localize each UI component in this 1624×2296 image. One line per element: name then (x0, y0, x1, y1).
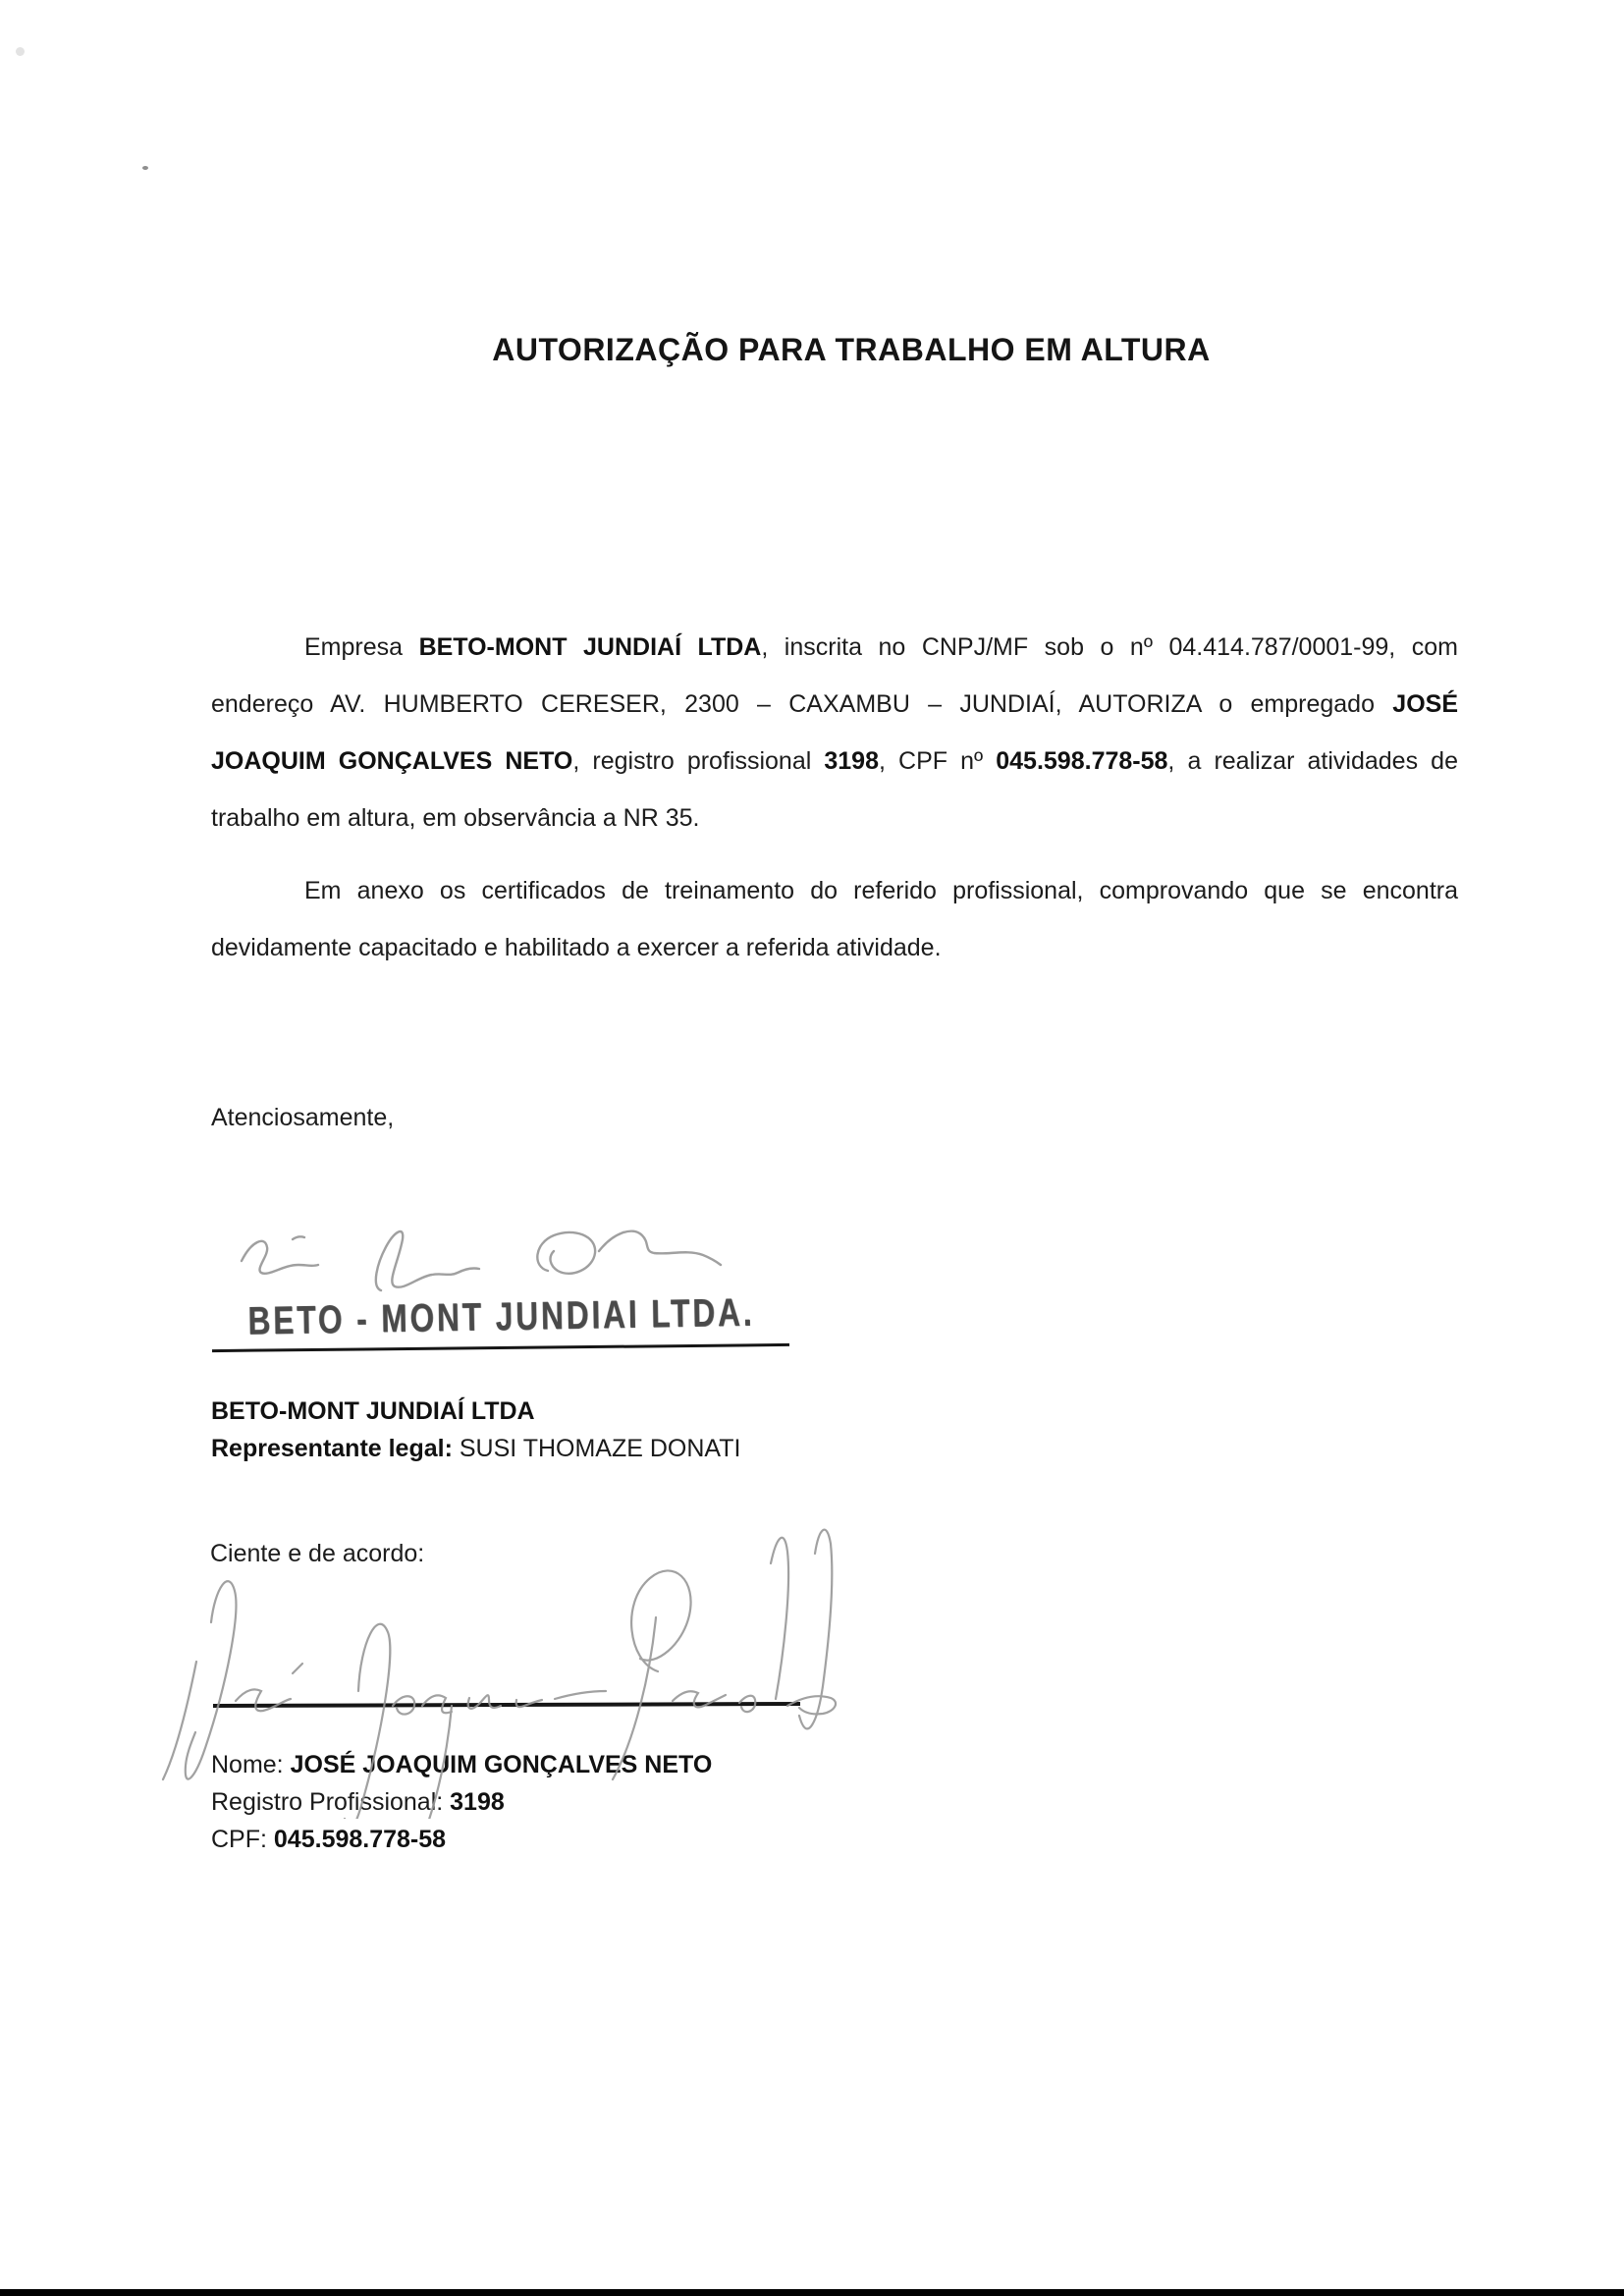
paragraph-line: Empresa BETO-MONT JUNDIAÍ LTDA, inscrita no CNPJ/MF sob o nº 04.414.787/0001-99, com (304, 633, 1458, 661)
name-value: JOSÉ JOAQUIM GONÇALVES NETO (290, 1751, 713, 1778)
legal-representative-label: Representante legal: (211, 1435, 453, 1462)
scan-artifact-speck (16, 47, 25, 56)
company-stamp: BETO - MONT JUNDIAI LTDA. (247, 1288, 755, 1343)
cpf-value: 045.598.778-58 (273, 1826, 447, 1853)
employee-signature-scribble (137, 1524, 844, 1819)
legal-representative-line (211, 1430, 740, 1467)
scan-artifact-speck (142, 166, 148, 170)
cpf-label: CPF: (211, 1826, 274, 1853)
acknowledgement-label: Ciente e de acordo: (210, 1540, 425, 1567)
closing-salutation: Atenciosamente, (211, 1104, 395, 1131)
document-title: AUTORIZAÇÃO PARA TRABALHO EM ALTURA (492, 332, 1211, 367)
paragraph-line: endereço AV. HUMBERTO CERESER, 2300 – CAXAMBU – JUNDIAÍ, AUTORIZA o empregado JOSÉ (211, 690, 1458, 718)
legal-representative-name: SUSI THOMAZE DONATI (452, 1435, 741, 1462)
paragraph-line: devidamente capacitado e habilitado a exercer a referida atividade. (211, 934, 942, 961)
attachments-paragraph (211, 862, 1458, 976)
company-identification (211, 1393, 740, 1467)
registry-label: Registro Profissional: (211, 1788, 451, 1816)
cpf-line (211, 1821, 712, 1858)
paragraph-line: trabalho em altura, em observância a NR 35. (211, 804, 700, 832)
scan-edge-bar (0, 2289, 1624, 2296)
paragraph-line: JOAQUIM GONÇALVES NETO, registro profissional 3198, CPF nº 045.598.778-58, a realizar atividades de (211, 747, 1458, 775)
registry-value: 3198 (450, 1788, 505, 1816)
paragraph-line: Em anexo os certificados de treinamento do referido profissional, comprovando que se encontra (304, 877, 1458, 904)
company-signature-line (212, 1343, 789, 1352)
authorization-paragraph (211, 619, 1458, 847)
company-name: BETO-MONT JUNDIAÍ LTDA (211, 1397, 535, 1425)
name-label: Nome: (211, 1751, 291, 1778)
